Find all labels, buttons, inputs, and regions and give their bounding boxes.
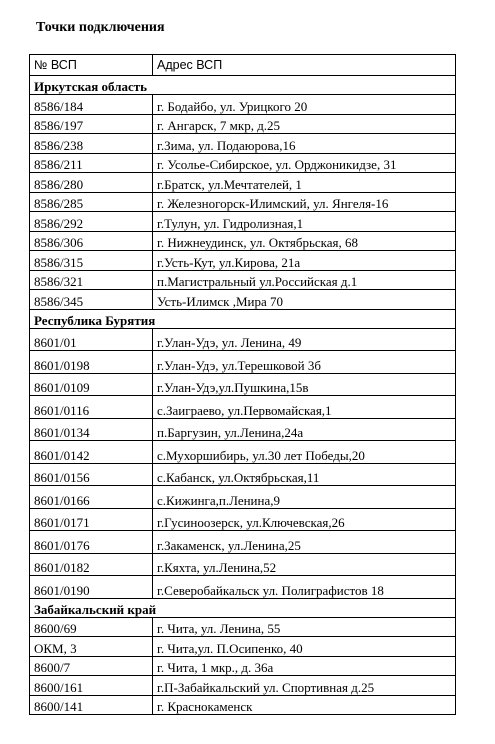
vsp-number-cell: 8586/184 — [30, 95, 153, 115]
vsp-number-cell: 8601/0134 — [30, 418, 153, 441]
vsp-address-cell: с.Кижинга,п.Ленина,9 — [153, 486, 456, 509]
column-header-address: Адрес ВСП — [153, 55, 456, 76]
table-row — [30, 676, 456, 696]
table-row — [30, 231, 456, 251]
region-name: Республика Бурятия — [30, 309, 456, 328]
vsp-address-cell: с.Мухоршибирь, ул.30 лет Победы,20 — [153, 441, 456, 464]
table-row — [30, 695, 456, 715]
vsp-address-cell: п.Баргузин, ул.Ленина,24а — [153, 418, 456, 441]
vsp-number-cell: 8600/69 — [30, 617, 153, 637]
table-row — [30, 486, 456, 509]
vsp-number-cell: 8601/0156 — [30, 463, 153, 486]
vsp-number-cell: 8601/0171 — [30, 508, 153, 531]
vsp-address-cell: г.Северобайкальск ул. Полиграфистов 18 — [153, 576, 456, 599]
vsp-number-cell: 8586/238 — [30, 134, 153, 154]
vsp-number-cell: 8600/7 — [30, 656, 153, 676]
table-row — [30, 441, 456, 464]
table-row — [30, 114, 456, 134]
vsp-address-cell: г. Нижнеудинск, ул. Октябрьская, 68 — [153, 231, 456, 251]
vsp-number-cell: 8586/306 — [30, 231, 153, 251]
vsp-number-cell: ОКМ, 3 — [30, 637, 153, 657]
table-row — [30, 373, 456, 396]
vsp-address-cell: г.П-Забайкальский ул. Спортивная д.25 — [153, 676, 456, 696]
vsp-number-cell: 8586/345 — [30, 290, 153, 310]
vsp-number-cell: 8600/161 — [30, 676, 153, 696]
table-row — [30, 463, 456, 486]
table-row — [30, 418, 456, 441]
table-row — [30, 212, 456, 232]
column-header-num: № ВСП — [30, 55, 153, 76]
vsp-number-cell: 8601/0142 — [30, 441, 153, 464]
vsp-address-cell: г. Бодайбо, ул. Урицкого 20 — [153, 95, 456, 115]
vsp-number-cell: 8586/315 — [30, 251, 153, 271]
table-row — [30, 290, 456, 310]
vsp-address-cell: г.Улан-Удэ, ул. Ленина, 49 — [153, 328, 456, 351]
vsp-address-cell: г. Ангарск, 7 мкр, д.25 — [153, 114, 456, 134]
vsp-address-cell: с.Заиграево, ул.Первомайская,1 — [153, 396, 456, 419]
vsp-number-cell: 8586/285 — [30, 192, 153, 212]
vsp-address-cell: г.Улан-Удэ, ул.Терешковой 3б — [153, 351, 456, 374]
vsp-address-cell: г.Закаменск, ул.Ленина,25 — [153, 531, 456, 554]
vsp-number-cell: 8601/0198 — [30, 351, 153, 374]
region-row — [30, 309, 456, 328]
connection-points-table — [29, 54, 456, 715]
region-row — [30, 598, 456, 617]
vsp-address-cell: г. Железногорск-Илимский, ул. Янгеля-16 — [153, 192, 456, 212]
table-row — [30, 617, 456, 637]
vsp-address-cell: г. Краснокаменск — [153, 695, 456, 715]
table-header-row — [30, 55, 456, 76]
table-row — [30, 173, 456, 193]
vsp-address-cell: г. Усолье-Сибирское, ул. Орджоникидзе, 31 — [153, 153, 456, 173]
vsp-number-cell: 8601/0109 — [30, 373, 153, 396]
table-row — [30, 328, 456, 351]
table-row — [30, 192, 456, 212]
table-row — [30, 270, 456, 290]
table-row — [30, 531, 456, 554]
vsp-number-cell: 8600/141 — [30, 695, 153, 715]
table-row — [30, 637, 456, 657]
page-title: Точки подключения — [36, 20, 165, 35]
vsp-address-cell: с.Кабанск, ул.Октябрьская,11 — [153, 463, 456, 486]
vsp-address-cell: г. Чита,ул. П.Осипенко, 40 — [153, 637, 456, 657]
vsp-address-cell: г.Тулун, ул. Гидролизная,1 — [153, 212, 456, 232]
vsp-address-cell: г. Чита, ул. Ленина, 55 — [153, 617, 456, 637]
vsp-address-cell: г. Чита, 1 мкр., д. 36а — [153, 656, 456, 676]
vsp-number-cell: 8601/0190 — [30, 576, 153, 599]
table-row — [30, 251, 456, 271]
region-name: Забайкальский край — [30, 598, 456, 617]
vsp-number-cell: 8586/292 — [30, 212, 153, 232]
vsp-number-cell: 8601/01 — [30, 328, 153, 351]
table-row — [30, 95, 456, 115]
vsp-address-cell: г.Кяхта, ул.Ленина,52 — [153, 553, 456, 576]
table-row — [30, 134, 456, 154]
table-row — [30, 553, 456, 576]
region-name: Иркутская область — [30, 76, 456, 95]
table-row — [30, 153, 456, 173]
vsp-address-cell: п.Магистральный ул.Российская д.1 — [153, 270, 456, 290]
table-row — [30, 576, 456, 599]
vsp-address-cell: г.Зима, ул. Подаюрова,16 — [153, 134, 456, 154]
vsp-number-cell: 8601/0176 — [30, 531, 153, 554]
vsp-number-cell: 8586/280 — [30, 173, 153, 193]
vsp-number-cell: 8601/0182 — [30, 553, 153, 576]
vsp-number-cell: 8586/197 — [30, 114, 153, 134]
table-row — [30, 508, 456, 531]
vsp-number-cell: 8586/321 — [30, 270, 153, 290]
region-row — [30, 76, 456, 95]
table-row — [30, 396, 456, 419]
vsp-number-cell: 8586/211 — [30, 153, 153, 173]
table-row — [30, 656, 456, 676]
vsp-address-cell: г.Братск, ул.Мечтателей, 1 — [153, 173, 456, 193]
vsp-address-cell: г.Улан-Удэ,ул.Пушкина,15в — [153, 373, 456, 396]
vsp-address-cell: г.Усть-Кут, ул.Кирова, 21а — [153, 251, 456, 271]
vsp-number-cell: 8601/0166 — [30, 486, 153, 509]
vsp-number-cell: 8601/0116 — [30, 396, 153, 419]
table-row — [30, 351, 456, 374]
vsp-address-cell: г.Гусиноозерск, ул.Ключевская,26 — [153, 508, 456, 531]
vsp-address-cell: Усть-Илимск ,Мира 70 — [153, 290, 456, 310]
